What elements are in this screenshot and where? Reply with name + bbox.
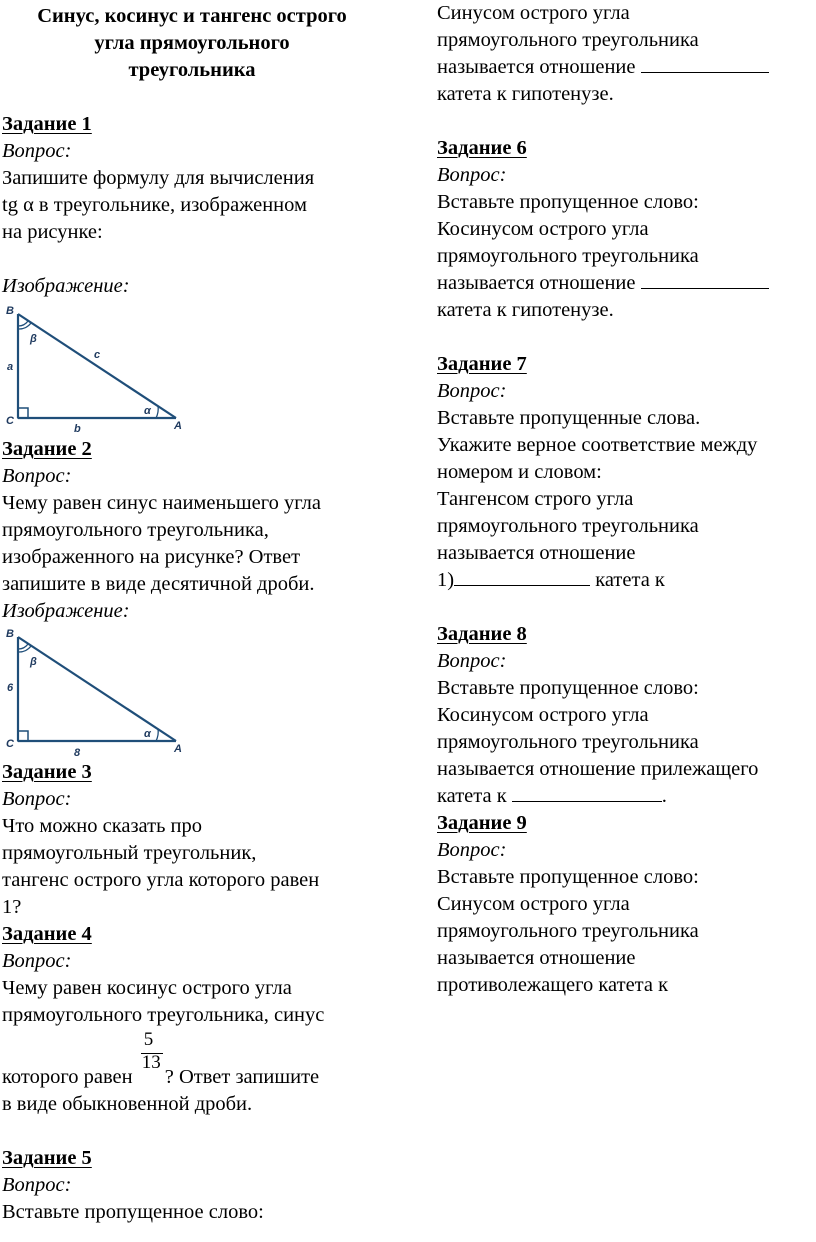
task-1-side-b-label: b bbox=[74, 423, 81, 435]
task-6-line-2: Косинусом острого угла bbox=[437, 218, 649, 240]
task-1-image-label: Изображение: bbox=[2, 275, 130, 297]
task-4-fraction-denominator: 13 bbox=[141, 1052, 161, 1073]
task-8-answer-blank[interactable] bbox=[512, 783, 662, 802]
task-9 bbox=[437, 810, 815, 999]
right-column bbox=[437, 0, 815, 999]
task-6-line-1: Вставьте пропущенное слово: bbox=[437, 191, 699, 213]
task-2-line-2: прямоугольного треугольника, bbox=[2, 519, 269, 541]
task-4-line-1: Чему равен косинус острого угла bbox=[2, 977, 292, 999]
task-4-question-label: Вопрос: bbox=[2, 950, 72, 972]
task-2-vertex-c-label: C bbox=[6, 738, 14, 750]
task-5-line-4 bbox=[437, 54, 815, 81]
task-2-angle-alpha-label: α bbox=[144, 728, 151, 740]
task-3-heading: Задание 3 bbox=[2, 761, 92, 783]
task-2-question-label: Вопрос: bbox=[2, 465, 72, 487]
task-1-question-label: Вопрос: bbox=[2, 140, 72, 162]
task-5-line-3: прямоугольного треугольника bbox=[437, 29, 699, 51]
task-4-fraction bbox=[138, 1029, 162, 1083]
task-2-side-b-label: 8 bbox=[74, 747, 81, 759]
task-8-line-5-suffix: . bbox=[661, 785, 667, 807]
task-4-line-3-before: которого равен bbox=[2, 1066, 133, 1088]
task-1-line-1: Запишите формулу для вычисления bbox=[2, 167, 315, 189]
task-8-question-label: Вопрос: bbox=[437, 650, 507, 672]
task-6-heading: Задание 6 bbox=[437, 137, 527, 159]
task-2-side-a-label: 6 bbox=[7, 682, 14, 694]
task-7-heading: Задание 7 bbox=[437, 353, 527, 375]
task-7-question-label: Вопрос: bbox=[437, 380, 507, 402]
task-4 bbox=[2, 921, 397, 1118]
task-1-heading: Задание 1 bbox=[2, 113, 92, 135]
title-line-2: угла прямоугольного bbox=[94, 32, 290, 54]
task-4-fraction-numerator: 5 bbox=[143, 1029, 154, 1050]
task-9-heading: Задание 9 bbox=[437, 812, 527, 834]
task-2-heading: Задание 2 bbox=[2, 438, 92, 460]
task-7-line-6: называется отношение bbox=[437, 542, 636, 564]
task-1-side-c-label: c bbox=[94, 349, 101, 361]
task-3-line-3: тангенс острого угла которого равен bbox=[2, 869, 320, 891]
task-6-line-4-text: называется отношение bbox=[437, 272, 636, 294]
task-7-line-7 bbox=[437, 567, 815, 594]
task-2-line-3: изображенного на рисунке? Ответ bbox=[2, 546, 301, 568]
task-3-question-label: Вопрос: bbox=[2, 788, 72, 810]
task-8 bbox=[437, 621, 815, 810]
task-3-line-2: прямоугольный треугольник, bbox=[2, 842, 257, 864]
task-7 bbox=[437, 351, 815, 594]
task-7-line-1: Вставьте пропущенные слова. bbox=[437, 407, 701, 429]
task-1-vertex-c-label: C bbox=[6, 415, 14, 427]
task-5-line-5: катета к гипотенузе. bbox=[437, 83, 614, 105]
task-5-heading: Задание 5 bbox=[2, 1147, 92, 1169]
task-2-line-4: запишите в виде десятичной дроби. bbox=[2, 573, 315, 595]
task-2-image-label: Изображение: bbox=[2, 600, 130, 622]
task-1-line-2: tg α в треугольнике, изображенном bbox=[2, 194, 307, 216]
task-9-line-5: противолежащего катета к bbox=[437, 974, 669, 996]
task-5-line-1: Вставьте пропущенное слово: bbox=[2, 1201, 264, 1223]
task-1 bbox=[2, 111, 397, 436]
task-2-triangle-figure bbox=[2, 625, 202, 759]
task-9-line-1: Вставьте пропущенное слово: bbox=[437, 866, 699, 888]
task-5-line-4-text: называется отношение bbox=[437, 56, 636, 78]
task-8-line-1: Вставьте пропущенное слово: bbox=[437, 677, 699, 699]
title-line-3: треугольника bbox=[128, 59, 256, 81]
task-1-vertex-b-label: B bbox=[6, 305, 14, 317]
task-8-line-3: прямоугольного треугольника bbox=[437, 731, 699, 753]
task-7-line-5: прямоугольного треугольника bbox=[437, 515, 699, 537]
task-4-line-2: прямоугольного треугольника, синус bbox=[2, 1004, 325, 1026]
task-7-line-2: Укажите верное соответствие между bbox=[437, 434, 758, 456]
task-1-triangle-figure bbox=[2, 300, 202, 436]
task-3-line-1: Что можно сказать про bbox=[2, 815, 203, 837]
task-8-line-2: Косинусом острого угла bbox=[437, 704, 649, 726]
task-9-question-label: Вопрос: bbox=[437, 839, 507, 861]
task-6-answer-blank[interactable] bbox=[641, 270, 769, 289]
task-4-heading: Задание 4 bbox=[2, 923, 92, 945]
task-7-answer-blank-1[interactable] bbox=[454, 567, 590, 586]
task-1-angle-alpha-label: α bbox=[144, 405, 151, 417]
task-7-line-7-prefix: 1) bbox=[437, 569, 455, 591]
document-title bbox=[2, 3, 382, 84]
task-6-line-5: катета к гипотенузе. bbox=[437, 299, 614, 321]
task-2-angle-beta-label: β bbox=[30, 656, 37, 668]
task-2-vertex-b-label: B bbox=[6, 628, 14, 640]
task-7-line-3: номером и словом: bbox=[437, 461, 602, 483]
task-5 bbox=[2, 1145, 397, 1226]
task-3-line-4: 1? bbox=[2, 896, 22, 918]
task-9-line-2: Синусом острого угла bbox=[437, 893, 630, 915]
task-8-line-5-prefix: катета к bbox=[437, 785, 507, 807]
task-4-line-4: в виде обыкновенной дроби. bbox=[2, 1093, 253, 1115]
task-7-line-4: Тангенсом строго угла bbox=[437, 488, 634, 510]
task-9-line-4: называется отношение bbox=[437, 947, 636, 969]
task-6 bbox=[437, 135, 815, 324]
task-1-line-3: на рисунке: bbox=[2, 221, 103, 243]
task-8-line-4: называется отношение прилежащего bbox=[437, 758, 759, 780]
task-3 bbox=[2, 759, 397, 921]
task-1-vertex-a-label: A bbox=[174, 420, 182, 432]
task-5-answer-blank[interactable] bbox=[641, 54, 769, 73]
task-1-angle-beta-label: β bbox=[30, 333, 37, 345]
task-1-side-a-label: a bbox=[7, 361, 14, 373]
task-4-line-3 bbox=[2, 1029, 397, 1091]
task-8-line-5 bbox=[437, 783, 815, 810]
task-6-question-label: Вопрос: bbox=[437, 164, 507, 186]
task-5-continued bbox=[437, 0, 815, 108]
task-8-heading: Задание 8 bbox=[437, 623, 527, 645]
task-9-line-3: прямоугольного треугольника bbox=[437, 920, 699, 942]
task-4-line-3-after: ? Ответ запишите bbox=[164, 1066, 320, 1088]
task-5-question-label: Вопрос: bbox=[2, 1174, 72, 1196]
task-2 bbox=[2, 436, 397, 759]
task-7-line-7-suffix: катета к bbox=[595, 569, 665, 591]
title-line-1: Синус, косинус и тангенс острого bbox=[37, 5, 347, 27]
task-5-line-2: Синусом острого угла bbox=[437, 2, 630, 24]
task-2-line-1: Чему равен синус наименьшего угла bbox=[2, 492, 321, 514]
left-column bbox=[2, 0, 397, 1226]
task-2-vertex-a-label: A bbox=[174, 743, 182, 755]
task-6-line-4 bbox=[437, 270, 815, 297]
task-6-line-3: прямоугольного треугольника bbox=[437, 245, 699, 267]
